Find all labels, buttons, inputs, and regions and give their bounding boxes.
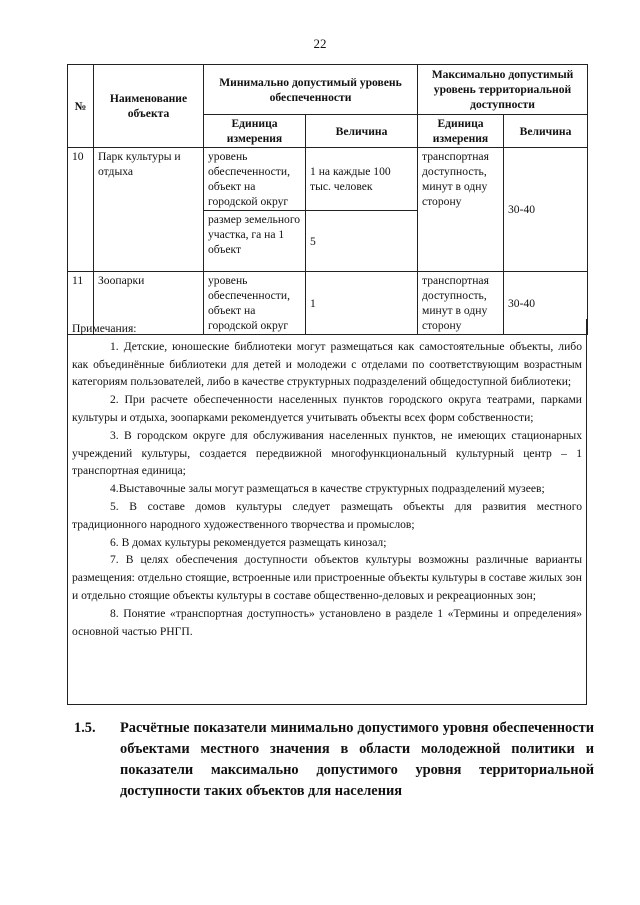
row-max-value: 30-40 bbox=[504, 272, 588, 335]
header-min-value: Величина bbox=[306, 115, 418, 148]
row-max-unit: транспортная доступность, минут в одну сторону bbox=[418, 272, 504, 335]
note-item: 6. В домах культуры рекомендуется размещать кинозал; bbox=[110, 535, 387, 549]
row-max-unit: транспортная доступность, минут в одну сторону bbox=[418, 148, 504, 272]
row-min-unit: уровень обеспеченности, объект на городской округ bbox=[204, 272, 306, 335]
notes-title: Примечания: bbox=[72, 322, 137, 335]
note-item: 3. В городском округе для обслуживания населенных пунктов, не имеющих стационарных учреждений культуры, создается передвижной многофункциональный культурный центр – 1 транспортная единица; bbox=[72, 428, 582, 478]
standards-table bbox=[67, 64, 588, 335]
notes-block bbox=[67, 319, 587, 705]
row-num: 11 bbox=[68, 272, 94, 335]
note-item: 7. В целях обеспечения доступности объектов культуры возможны различные варианты размещения: отдельно стоящие, встроенные или пристроенные объекты культуры в составе жилых зон и отдельно стоящие объекты культуры в составе общественно-деловых и рекреационных зон; bbox=[72, 553, 582, 602]
header-object-name: Наименование объекта bbox=[94, 65, 204, 148]
note-item: 5. В составе домов культуры следует размещать объекты для развития местного традиционного народного художественного творчества и промыслов; bbox=[72, 499, 582, 531]
row-min-value: 5 bbox=[306, 211, 418, 272]
header-max-level: Максимально допустимый уровень территориальной доступности bbox=[418, 65, 588, 115]
row-object-name: Парк культуры и отдыха bbox=[94, 148, 204, 272]
row-min-value: 1 bbox=[306, 272, 418, 335]
row-min-unit: уровень обеспеченности, объект на городской округ bbox=[204, 148, 306, 211]
header-min-unit: Единица измерения bbox=[204, 115, 306, 148]
section-heading bbox=[74, 718, 594, 802]
header-num: № bbox=[68, 65, 94, 148]
row-min-unit: размер земельного участка, га на 1 объект bbox=[204, 211, 306, 272]
header-min-level: Минимально допустимый уровень обеспеченности bbox=[204, 65, 418, 115]
row-object-name: Зоопарки bbox=[94, 272, 204, 335]
header-max-unit: Единица измерения bbox=[418, 115, 504, 148]
section-title: Расчётные показатели минимально допустимого уровня обеспеченности объектами местного значения в области молодежной политики и показатели максимально допустимого уровня территориальной доступности таких объектов для населения bbox=[120, 720, 594, 799]
row-max-value: 30-40 bbox=[504, 148, 588, 272]
row-min-value: 1 на каждые 100 тыс. человек bbox=[306, 148, 418, 211]
row-num: 10 bbox=[68, 148, 94, 272]
page-number: 22 bbox=[313, 36, 327, 51]
note-item: 2. При расчете обеспеченности населенных пунктов городского округа театрами, парками культуры и отдыха, зоопарками рекомендуется учитывать объекты всех форм собственности; bbox=[72, 393, 582, 424]
note-item: 8. Понятие «транспортная доступность» установлено в разделе 1 «Термины и определения» основной частью РНГП. bbox=[72, 606, 582, 638]
section-number: 1.5. bbox=[74, 720, 96, 736]
table-row bbox=[68, 148, 588, 211]
note-item: 1. Детские, юношеские библиотеки могут размещаться как самостоятельные объекты, либо как объединённые библиотеки для детей и молодежи с отделами по соответствующим возрастным категориям пользователей, либо в качестве структурных подразделений общедоступной библиотеки; bbox=[72, 339, 582, 389]
note-item: 4.Выставочные залы могут размещаться в качестве структурных подразделений музеев; bbox=[110, 482, 545, 496]
header-max-value: Величина bbox=[504, 115, 588, 148]
